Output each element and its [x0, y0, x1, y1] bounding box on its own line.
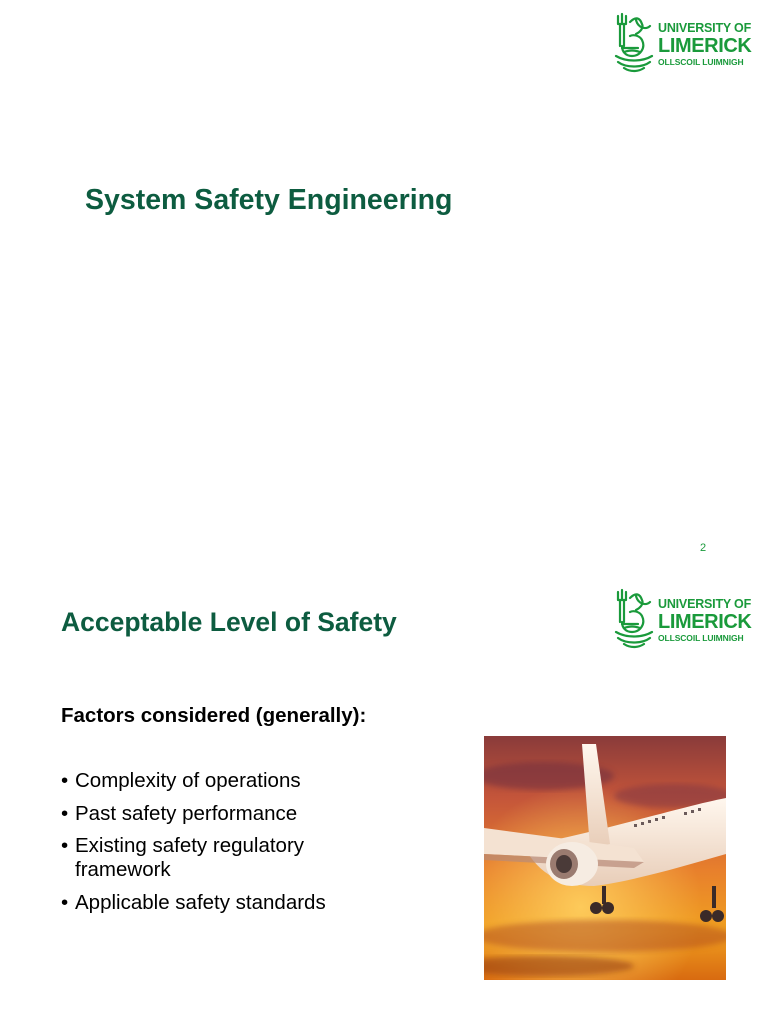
factors-heading: Factors considered (generally): [61, 704, 367, 727]
university-logo [614, 12, 751, 76]
logo-line-1: UNIVERSITY OF [658, 21, 752, 35]
slide-1-title: System Safety Engineering [85, 184, 453, 216]
page-number: 2 [700, 542, 707, 554]
university-logo [614, 588, 751, 652]
list-item: • Past safety performance [61, 802, 361, 826]
list-item: • Complexity of operations [61, 769, 361, 793]
list-item: • Existing safety regulatory framework [61, 834, 361, 882]
logo-line-1: UNIVERSITY OF [658, 597, 752, 611]
logo-line-2: LIMERICK [658, 610, 752, 633]
castle-crest-icon [614, 12, 654, 76]
factors-list [61, 769, 361, 923]
castle-crest-icon [614, 588, 654, 652]
list-item: • Applicable safety standards [61, 891, 361, 915]
airplane-sunset-image [484, 736, 726, 980]
logo-line-2: LIMERICK [658, 34, 752, 57]
slide-2 [0, 576, 768, 1024]
slide-2-title: Acceptable Level of Safety [61, 607, 397, 637]
logo-line-3: OLLSCOIL LUIMNIGH [658, 632, 744, 643]
logo-line-3: OLLSCOIL LUIMNIGH [658, 56, 744, 67]
